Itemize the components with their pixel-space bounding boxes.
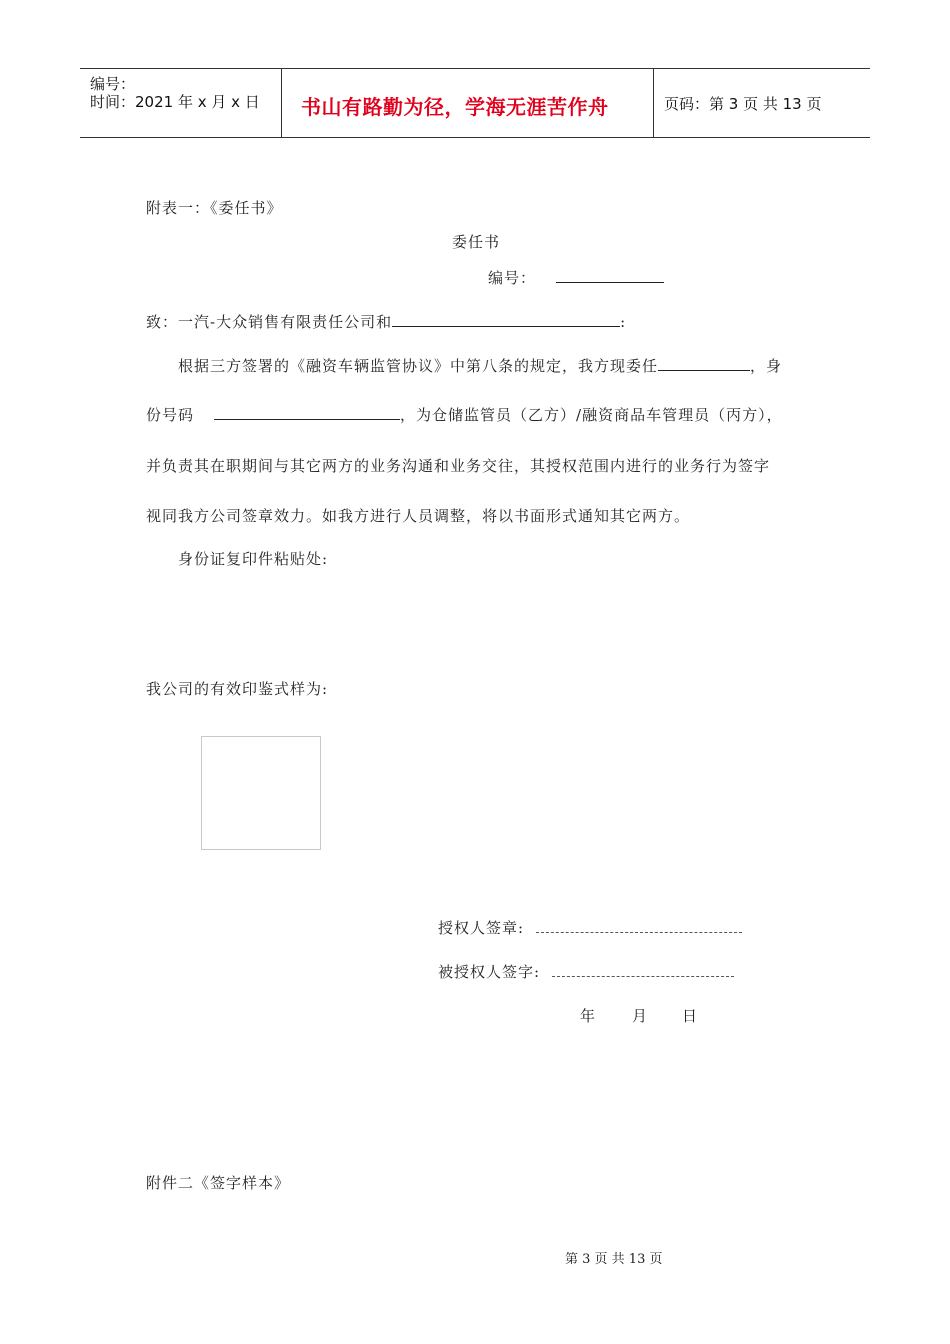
seal-sample-box[interactable] [201, 736, 321, 850]
paragraph-line-3: 并负责其在职期间与其它两方的业务沟通和业务交往，其授权范围内进行的业务行为签字 [146, 457, 771, 475]
header-time-label: 时间：2021 年 x 月 x 日 [90, 93, 260, 111]
seal-label: 我公司的有效印鉴式样为: [146, 680, 329, 698]
addressee-row [146, 311, 626, 332]
doc-number-label: 编号： [488, 269, 537, 287]
addressee-prefix: 致：一汽-大众销售有限责任公司和 [146, 313, 393, 331]
doc-number-blank[interactable] [556, 268, 664, 283]
authorizee-row [438, 961, 734, 982]
paragraph-line-1 [178, 355, 782, 376]
addressee-blank[interactable] [392, 312, 620, 327]
id-number-blank[interactable] [214, 405, 400, 420]
header-right-cell [654, 69, 870, 137]
date-year: 年 [580, 1007, 597, 1025]
header-slogan-cell [281, 69, 654, 137]
header-slogan: 书山有路勤为径，学海无涯苦作舟 [301, 95, 609, 119]
doc-number-row [488, 267, 664, 288]
date-month: 月 [632, 1007, 649, 1025]
authorizer-signature-line[interactable] [536, 920, 742, 933]
id-copy-label: 身份证复印件粘贴处: [178, 550, 329, 568]
date-day: 日 [682, 1007, 699, 1025]
para2-end: ，为仓储监管员（乙方）/融资商品车管理员（丙方）， [400, 406, 783, 424]
header-left-cell [80, 69, 282, 137]
para1-end: ，身 [750, 357, 783, 375]
authorizer-row [438, 917, 742, 938]
header-page-info: 页码：第 3 页 共 13 页 [664, 95, 822, 113]
footer-page-number: 第 3 页 共 13 页 [565, 1252, 663, 1267]
paragraph-line-2 [146, 404, 783, 425]
appendix2-title: 附件二《签字样本》 [146, 1174, 291, 1192]
para2-text: 份号码 [146, 406, 195, 424]
appendix1-title: 附表一：《委任书》 [146, 199, 283, 217]
doc-title: 委任书 [452, 233, 501, 251]
page-header [80, 68, 870, 138]
paragraph-line-4: 视同我方公司签章效力。如我方进行人员调整，将以书面形式通知其它两方。 [146, 507, 691, 525]
addressee-suffix: : [620, 313, 627, 331]
appointee-blank[interactable] [658, 356, 750, 371]
authorizee-label: 被授权人签字: [438, 963, 541, 981]
header-number-label: 编号： [90, 75, 136, 93]
authorizer-label: 授权人签章: [438, 919, 525, 937]
para1-text: 根据三方签署的《融资车辆监管协议》中第八条的规定，我方现委任 [178, 357, 659, 375]
authorizee-signature-line[interactable] [552, 964, 734, 977]
